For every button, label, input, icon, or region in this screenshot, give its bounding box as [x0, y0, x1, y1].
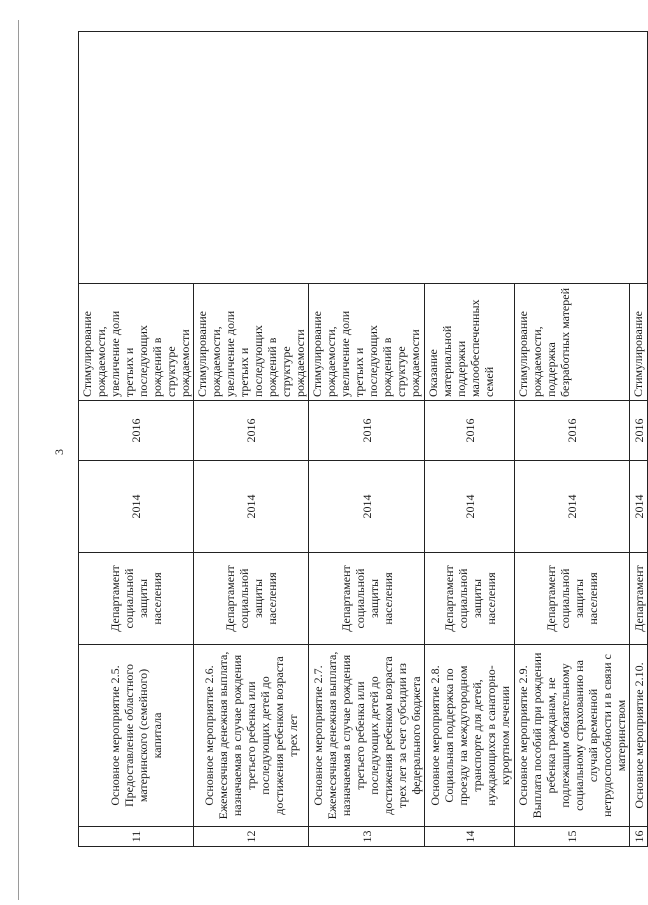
- programme-table: [78, 31, 648, 847]
- end-year-cell: 2016: [309, 401, 425, 461]
- start-year-cell: 2014: [194, 461, 309, 553]
- expected-result-cell: Стимулирование: [630, 284, 648, 401]
- row-number: 14: [425, 827, 515, 847]
- measure-cell: Основное мероприятие 2.8. Социальная поддержка по проезду на междугородном транспорте для детей, нуждающихся в санаторно-курортном лечении: [425, 645, 515, 827]
- measure-cell: Основное мероприятие 2.9. Выплата пособий при рождении ребенка гражданам, не подлежащим обязательному социальному страхованию на случай временной нетрудоспособности и в связи с материнством: [515, 645, 630, 827]
- row-number: 12: [194, 827, 309, 847]
- end-year-cell: 2016: [630, 401, 648, 461]
- start-year-cell: 2014: [515, 461, 630, 553]
- measure-cell: Основное мероприятие 2.6. Ежемесячная денежная выплата, назначаемая в случае рождения третьего ребенка или последующих детей до достижения ребенком возраста трех лет: [194, 645, 309, 827]
- start-year-cell: 2014: [425, 461, 515, 553]
- start-year-cell: 2014: [630, 461, 648, 553]
- executor-cell: Департамент социальной защиты населения: [309, 553, 425, 645]
- table-row: [79, 32, 194, 847]
- end-year-cell: 2016: [425, 401, 515, 461]
- row-number: 15: [515, 827, 630, 847]
- end-year-cell: 2016: [79, 401, 194, 461]
- row-number: 13: [309, 827, 425, 847]
- row-number: 16: [630, 827, 648, 847]
- executor-cell: Департамент: [630, 553, 648, 645]
- executor-cell: Департамент социальной защиты населения: [194, 553, 309, 645]
- measure-cell: Основное мероприятие 2.5. Предоставление областного материнского (семейного) капитала: [79, 645, 194, 827]
- expected-result-cell: Стимулирование рождаемости, увеличение доли третьих и последующих рождений в структуре рождаемости: [79, 284, 194, 401]
- page-number: 3: [52, 449, 66, 455]
- executor-cell: Департамент социальной защиты населения: [79, 553, 194, 645]
- start-year-cell: 2014: [79, 461, 194, 553]
- end-year-cell: 2016: [194, 401, 309, 461]
- executor-cell: Департамент социальной защиты населения: [425, 553, 515, 645]
- measure-cell: Основное мероприятие 2.7. Ежемесячная денежная выплата, назначаемая в случае рождения третьего ребенка или последующих детей до достижения ребенком возраста трех лет за счет субсидии из федерального бюджета: [309, 645, 425, 827]
- start-year-cell: 2014: [309, 461, 425, 553]
- expected-result-cell: Стимулирование рождаемости, увеличение доли третьих и последующих рождений в структуре рождаемости: [194, 284, 309, 401]
- blank-column-cell: [79, 32, 648, 284]
- expected-result-cell: Стимулирование рождаемости, поддержка безработных матерей: [515, 284, 630, 401]
- measure-cell: Основное мероприятие 2.10.: [630, 645, 648, 827]
- end-year-cell: 2016: [515, 401, 630, 461]
- row-number: 11: [79, 827, 194, 847]
- expected-result-cell: Оказание материальной поддержки малообеспеченных семей: [425, 284, 515, 401]
- expected-result-cell: Стимулирование рождаемости, увеличение доли третьих и последующих рождений в структуре рождаемости: [309, 284, 425, 401]
- scan-edge-line: [18, 20, 19, 900]
- rotated-table-container: [78, 32, 646, 847]
- executor-cell: Департамент социальной защиты населения: [515, 553, 630, 645]
